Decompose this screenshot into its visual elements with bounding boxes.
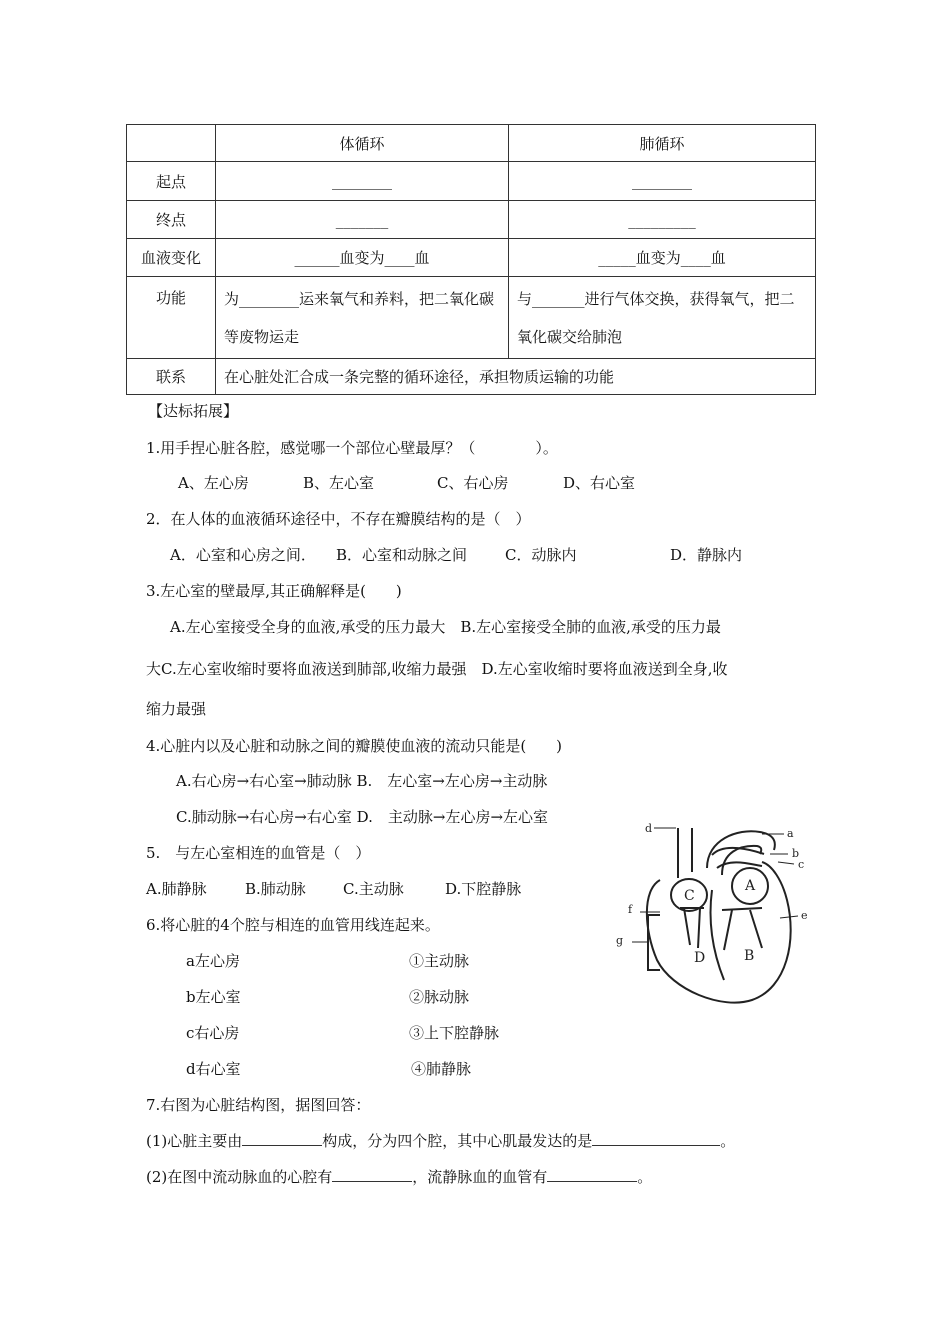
answer-blank[interactable] [242,1131,322,1146]
label-B: B [744,948,755,964]
question-5-stem: 5. 与左心室相连的血管是（ ） [146,844,371,862]
q2-option-a: A．心室和心房之间． [170,546,316,564]
heart-structure-diagram [612,820,812,1020]
label-c: c [798,858,805,871]
cell-systemic: ________ [216,162,509,201]
q2-option-c: C．动脉内 [505,546,577,564]
question-4-stem: 4.心脏内以及心脏和动脉之间的瓣膜使血液的流动只能是( ) [146,737,563,755]
label-D: D [694,950,706,966]
row-label: 联系 [127,359,216,395]
table-row [127,201,816,239]
label-g: g [616,934,624,947]
q6-vessel: ③上下腔静脉 [409,1024,500,1042]
row-label: 终点 [127,201,216,239]
table-row [127,277,816,359]
q7-part-1-text: (1)心脏主要由 [146,1132,243,1150]
q1-option-a: A、左心房 [178,474,249,492]
label-f: f [628,903,633,916]
q6-chamber: a左心房 [186,952,240,970]
question-7-stem: 7.右图为心脏结构图，据图回答： [146,1096,371,1114]
q2-option-b: B．心室和动脉之间 [336,546,468,564]
question-6-stem: 6.将心脏的4个腔与相连的血管用线连起来。 [146,916,440,934]
answer-blank[interactable] [332,1167,412,1182]
answer-blank[interactable] [547,1167,637,1182]
cell-systemic: 为________运来氧气和养料，把二氧化碳等废物运走 [216,277,509,359]
q2-option-d: D．静脉内 [670,546,743,564]
q7-part-1-text: 构成，分为四个腔，其中心肌最发达的是 [322,1132,593,1150]
table-row [127,359,816,395]
q1-option-c: C、右心房 [437,474,509,492]
q5-option-c: C.主动脉 [343,880,404,898]
q7-part-2 [146,1166,652,1187]
circulation-comparison-table [126,124,816,395]
label-A: A [745,878,756,894]
cell-systemic: _______ [216,201,509,239]
q7-part-2-text: ，流静脉血的血管有 [412,1168,548,1186]
q7-part-1 [146,1130,735,1151]
q3-line: 大C.左心室收缩时要将血液送到肺部,收缩力最强 D.左心室收缩时要将血液送到全身,收 [146,660,728,678]
table-row [127,239,816,277]
table-header-pulmonary: 肺循环 [509,125,816,162]
q5-option-a: A.肺静脉 [146,880,207,898]
row-label: 血液变化 [127,239,216,277]
q3-line: 缩力最强 [146,700,207,718]
q7-part-2-text: (2)在图中流动脉血的心腔有 [146,1168,333,1186]
cell-pulmonary: ________ [509,162,816,201]
q1-option-d: D、右心室 [563,474,636,492]
q6-chamber: b左心室 [186,988,241,1006]
label-e: e [801,909,808,922]
cell-pulmonary: _________ [509,201,816,239]
q7-part-2-text: 。 [637,1168,653,1186]
q1-option-b: B、左心室 [303,474,375,492]
label-C: C [684,888,695,904]
q7-part-1-text: 。 [720,1132,736,1150]
table-header-empty [127,125,216,162]
q5-option-d: D.下腔静脉 [445,880,522,898]
q6-chamber: d右心室 [186,1060,241,1078]
label-b: b [792,847,800,860]
q5-option-b: B.肺动脉 [245,880,306,898]
cell-pulmonary: 与_______进行气体交换，获得氧气，把二氧化碳交给肺泡 [509,277,816,359]
cell-pulmonary: _____血变为____血 [509,239,816,277]
label-d: d [645,822,653,835]
cell-merged: 在心脏处汇合成一条完整的循环途径，承担物质运输的功能 [216,359,816,395]
label-a: a [787,827,794,840]
table-header-systemic: 体循环 [216,125,509,162]
table-row [127,162,816,201]
q4-line: A.右心房→右心室→肺动脉 B. 左心室→左心房→主动脉 [176,772,548,790]
question-1-stem: 1.用手捏心脏各腔，感觉哪一个部位心壁最厚？（ ）。 [146,439,558,457]
answer-blank[interactable] [592,1131,720,1146]
q4-line: C.肺动脉→右心房→右心室 D. 主动脉→左心房→左心室 [176,808,549,826]
q6-vessel: ②脉动脉 [409,988,470,1006]
row-label: 功能 [127,277,216,359]
row-label: 起点 [127,162,216,201]
question-3-stem: 3.左心室的壁最厚,其正确解释是( ) [146,582,402,600]
cell-systemic: ______血变为____血 [216,239,509,277]
q3-line: A.左心室接受全身的血液,承受的压力最大 B.左心室接受全肺的血液,承受的压力最 [170,618,721,636]
q6-chamber: c右心房 [186,1024,240,1042]
q6-vessel: ①主动脉 [409,952,470,970]
section-title: 【达标拓展】 [148,402,239,420]
q6-vessel: ④肺静脉 [411,1060,472,1078]
question-2-stem: 2．在人体的血液循环途径中，不存在瓣膜结构的是（ ） [146,510,531,528]
